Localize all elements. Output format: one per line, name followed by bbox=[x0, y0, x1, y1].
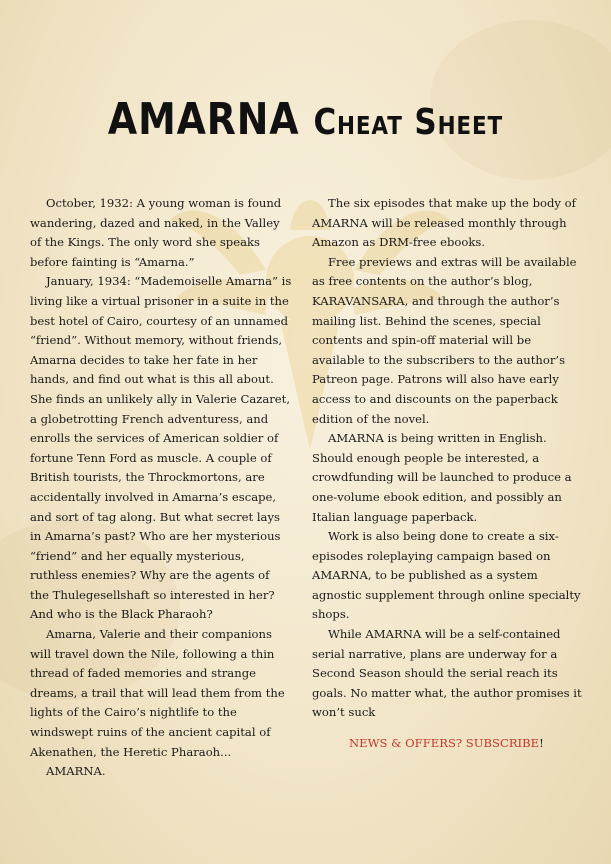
subscribe-cta bbox=[349, 734, 544, 754]
right-column bbox=[312, 194, 584, 723]
paragraph: The six episodes that make up the body of AMARNA will be released monthly through Amazon as DRM-free ebooks. bbox=[312, 196, 576, 250]
left-column bbox=[30, 194, 292, 782]
page-title: AMARNA Cheat Sheet bbox=[107, 94, 504, 145]
paragraph: Free previews and extras will be available as free contents on the author’s blog, KARAVANSARA, and through the author’s mailing list. Behind the scenes, special contents and spin-off material will be available to the subscribers to the author’s Patreon page. Patrons will also have early access to and discounts on the paperback edition of the novel. bbox=[312, 254, 577, 426]
paragraph: While AMARNA will be a self-contained serial narrative, plans are underway for a Second Season should the serial reach its goals. No matter what, the author promises it won’t suck bbox=[312, 627, 582, 720]
exclamation: ! bbox=[539, 736, 544, 750]
paragraph: Work is also being done to create a six-episodes roleplaying campaign based on AMARNA, to be published as a system agnostic supplement through online specialty shops. bbox=[312, 529, 581, 622]
paragraph: October, 1932: A young woman is found wandering, dazed and naked, in the Valley of the Kings. The only word she speaks before fainting is “Amarna.” bbox=[30, 196, 282, 269]
paragraph: January, 1934: “Mademoiselle Amarna” is living like a virtual prisoner in a suite in the best hotel of Cairo, courtesy of an unnamed “friend”. Without memory, without friends, Amarna decides to take her fate in her hands, and find out what is this all about. She finds an unlikely ally in Valerie Cazaret, a globetrotting French adventuress, and enrolls the services of American soldier of fortune Tenn Ford as muscle. A couple of British tourists, the Throckmortons, are accidentally involved in Amarna’s escape, and sort of tag along. But what secret lays in Amarna’s past? Who are her mysterious “friend” and her equally mysterious, ruthless enemies? Why are the agents of the Thulegesellshaft so interested in her? And who is the Black Pharaoh? bbox=[30, 274, 292, 622]
paragraph: AMARNA. bbox=[46, 764, 106, 779]
paragraph: AMARNA is being written in English. Should enough people be interested, a crowdfunding will be launched to produce a one-volume ebook edition, and possibly an Italian language paperback. bbox=[312, 431, 572, 524]
paragraph: Amarna, Valerie and their companions will travel down the Nile, following a thin thread of faded memories and strange dreams, a trail that will lead them from the lights of the Cairo’s nightlife to the windswept ruins of the ancient capital of Akenathen, the Heretic Pharaoh... bbox=[30, 627, 285, 759]
subscribe-link[interactable]: NEWS & OFFERS? SUBSCRIBE bbox=[349, 736, 540, 750]
